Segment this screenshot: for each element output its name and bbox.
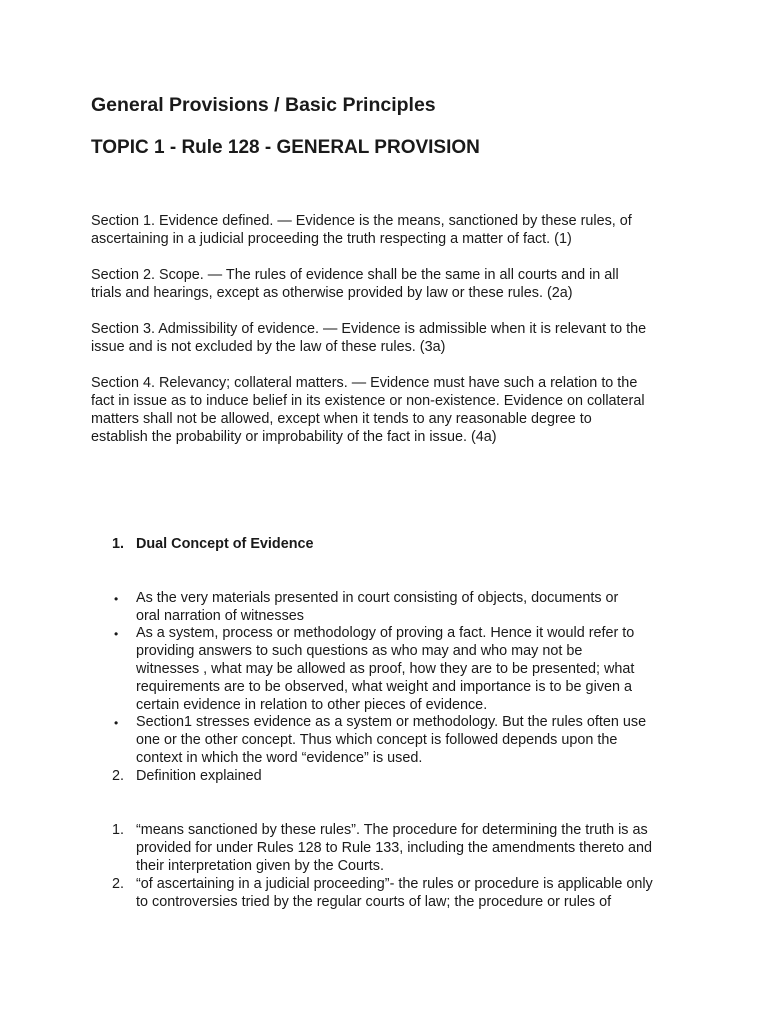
dual-concept-number: 1. [112, 536, 125, 552]
definition-item-number: 2. [112, 768, 125, 784]
section-2-paragraph: Section 2. Scope. — The rules of evidence shall be the same in all courts and in all trials and hearings, except as otherwise provided by law or these rules. (2a) [91, 267, 619, 301]
section-4-paragraph: Section 4. Relevancy; collateral matters. — Evidence must have such a relation to the fact in issue as to induce belief in its existence or non-existence. Evidence on collateral matters shall not be allowed, except when it tends to any reasonable degree to establish the probability or improbability of the fact in issue. (4a) [91, 375, 645, 445]
explanation-item-2 [112, 875, 692, 911]
bullet-item-text: As a system, process or methodology of proving a fact. Hence it would refer to providing answers to such questions as who may and who may not be witnesses , what may be allowed as proof, how they are to be presented; what requirements are to be observed, what weight and importance is to be given a certain evidence in relation to other pieces of evidence. [136, 625, 635, 713]
section-1-paragraph: Section 1. Evidence defined. — Evidence is the means, sanctioned by these rules, of ascertaining in a judicial proceeding the truth respecting a matter of fact. (1) [91, 213, 632, 247]
dual-concept-heading [112, 535, 314, 553]
bullet-icon: • [114, 592, 119, 606]
bullet-item-text: Section1 stresses evidence as a system or methodology. But the rules often use one or the other concept. Thus which concept is followed depends upon the context in which the word “evidence” is used. [136, 714, 647, 766]
bullet-item-2 [112, 624, 692, 714]
topic-heading: TOPIC 1 - Rule 128 - GENERAL PROVISION [91, 137, 480, 158]
document-heading: General Provisions / Basic Principles [91, 94, 436, 116]
explanation-item-text: “means sanctioned by these rules”. The procedure for determining the truth is as provided for under Rules 128 to Rule 133, including the amendments thereto and their interpretation given by the Courts. [136, 822, 652, 874]
explanation-item-1 [112, 821, 692, 875]
bullet-item-3 [112, 713, 692, 767]
explanation-item-text: “of ascertaining in a judicial proceeding”- the rules or procedure is applicable only to controversies tried by the regular courts of law; the procedure or rules of [136, 876, 653, 910]
explanation-item-number: 2. [112, 876, 125, 892]
bullet-icon: • [114, 716, 119, 730]
definition-list-item [112, 767, 692, 785]
bullet-item-1 [112, 589, 692, 625]
definition-item-text: Definition explained [136, 768, 262, 784]
bullet-item-text: As the very materials presented in court consisting of objects, documents or oral narration of witnesses [136, 590, 619, 624]
bullet-icon: • [114, 627, 119, 641]
explanation-item-number: 1. [112, 822, 125, 838]
section-3-paragraph: Section 3. Admissibility of evidence. — Evidence is admissible when it is relevant to the issue and is not excluded by the law of these rules. (3a) [91, 321, 647, 355]
dual-concept-title: Dual Concept of Evidence [136, 536, 314, 552]
